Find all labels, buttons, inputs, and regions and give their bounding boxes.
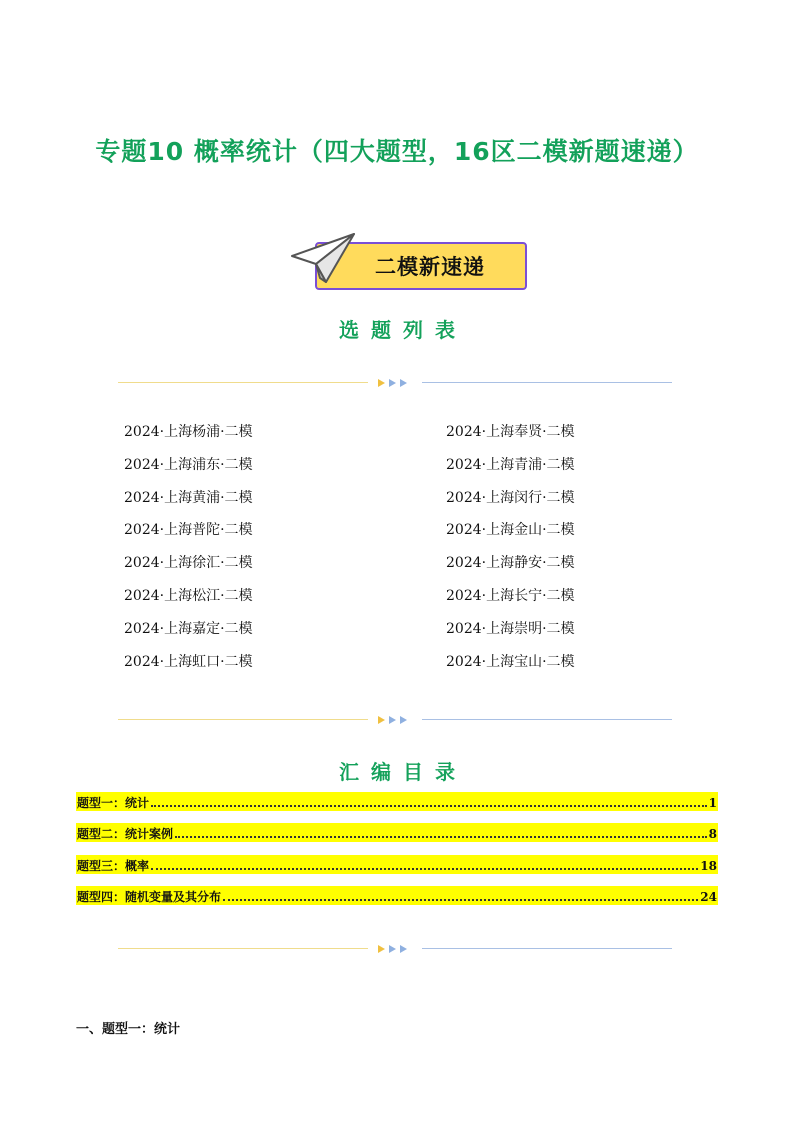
list-item: 2024·上海长宁·二模 [446, 587, 575, 604]
divider [118, 378, 672, 388]
selection-list-title: 选题列表 [339, 318, 467, 342]
toc-entry-page: 8 [708, 827, 717, 842]
list-item: 2024·上海杨浦·二模 [124, 424, 253, 440]
divider [118, 944, 672, 954]
toc-entry-label: 题型三：概率 [77, 858, 150, 873]
arrows-icon [374, 715, 416, 725]
list-item: 2024·上海闵行·二模 [446, 489, 575, 506]
paper-plane-icon [290, 232, 360, 284]
list-item: 2024·上海普陀·二模 [124, 522, 253, 539]
selection-list-right [446, 422, 686, 684]
list-item: 2024·上海静安·二模 [446, 555, 575, 572]
toc-leader [151, 867, 698, 870]
list-item: 2024·上海虹口·二模 [124, 653, 253, 670]
list-item: 2024·上海青浦·二模 [446, 456, 575, 473]
table-of-contents [76, 792, 718, 917]
list-item: 2024·上海嘉定·二模 [124, 620, 253, 637]
list-item: 2024·上海浦东·二模 [124, 456, 253, 473]
toc-leader [175, 835, 707, 838]
toc-entry-label: 题型一：统计 [77, 796, 150, 810]
selection-list-left [124, 422, 364, 684]
toc-entry[interactable] [76, 792, 718, 811]
toc-title: 汇编目录 [339, 760, 467, 784]
document-title: 专题10 概率统计（四大题型，16区二模新题速递） [95, 137, 699, 166]
list-item: 2024·上海宝山·二模 [446, 653, 575, 670]
list-item: 2024·上海崇明·二模 [446, 620, 575, 637]
list-item: 2024·上海黄浦·二模 [124, 489, 253, 506]
toc-entry-page: 24 [700, 889, 717, 904]
toc-entry-page: 18 [700, 858, 717, 873]
toc-entry[interactable] [76, 823, 718, 842]
list-item: 2024·上海松江·二模 [124, 587, 253, 604]
banner-label: 二模新速递 [375, 255, 485, 279]
arrows-icon [374, 378, 416, 388]
banner [290, 232, 535, 294]
list-item: 2024·上海金山·二模 [446, 522, 575, 539]
arrows-icon [374, 944, 416, 954]
toc-leader [151, 804, 707, 807]
toc-leader [223, 898, 698, 901]
toc-entry-label: 题型四：随机变量及其分布 [77, 889, 222, 904]
section-heading: 一、题型一：统计 [76, 1022, 181, 1037]
list-item: 2024·上海徐汇·二模 [124, 555, 253, 572]
toc-entry[interactable] [76, 855, 718, 874]
toc-entry[interactable] [76, 886, 718, 905]
toc-entry-page: 1 [708, 796, 717, 810]
divider [118, 715, 672, 725]
toc-entry-label: 题型二：统计案例 [77, 827, 174, 842]
list-item: 2024·上海奉贤·二模 [446, 424, 575, 440]
